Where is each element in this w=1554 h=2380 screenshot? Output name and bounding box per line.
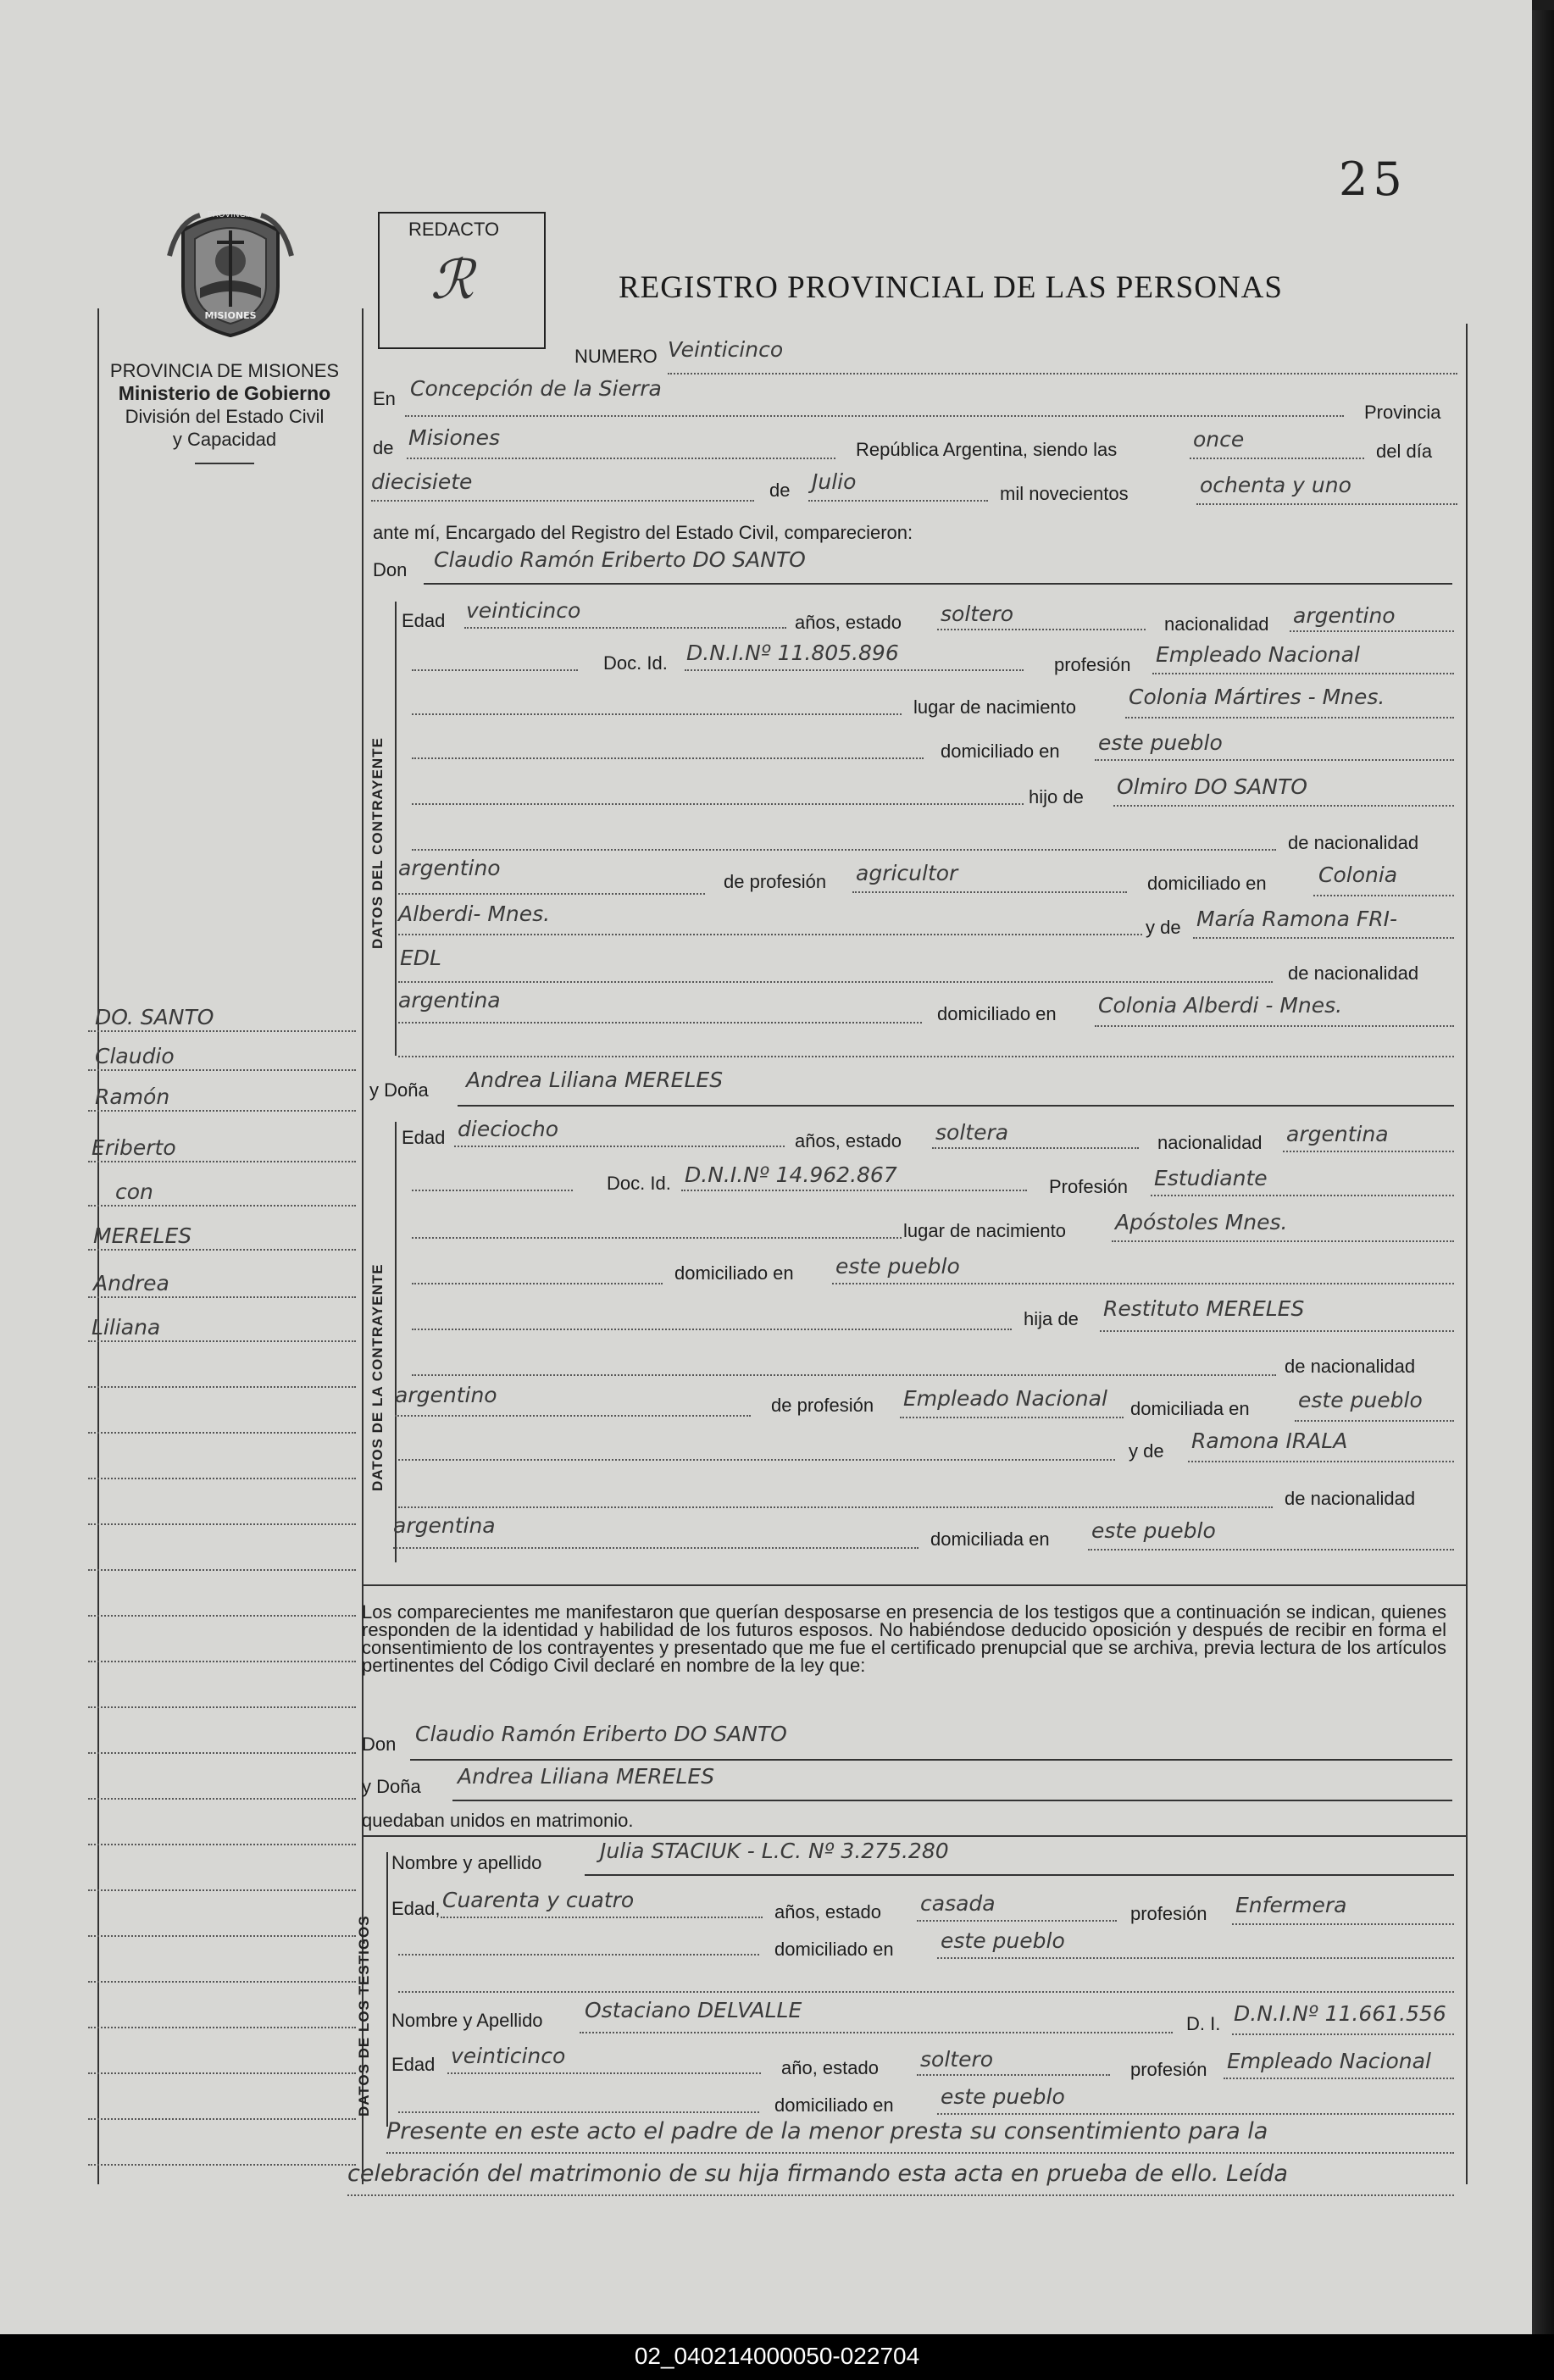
logo-text-bottom: MISIONES — [204, 310, 257, 321]
bride-profesion-label: Profesión — [1049, 1176, 1128, 1197]
province-label: PROVINCIA DE MISIONES — [109, 360, 340, 381]
groom-hijo-label: hijo de — [1029, 786, 1084, 807]
w1-nombre-label: Nombre y apellido — [391, 1852, 542, 1873]
w2-anio-estado-label: año, estado — [781, 2057, 879, 2078]
quedaban-text: quedaban unidos en matrimonio. — [362, 1810, 634, 1831]
w2-profesion-value: Empleado Nacional — [1227, 2049, 1431, 2073]
numero-value: Veinticinco — [668, 337, 784, 362]
groom-lugar-value: Colonia Mártires - Mnes. — [1129, 685, 1385, 709]
bride-domicilio-label: domiciliado en — [674, 1262, 794, 1284]
w1-estado-value: casada — [920, 1891, 996, 1916]
numero-label: NUMERO — [574, 346, 658, 367]
bride-anios-estado-label: años, estado — [795, 1130, 902, 1151]
republica-label: República Argentina, siendo las — [856, 439, 1118, 460]
w2-edad-label: Edad — [391, 2054, 436, 2075]
groom-de-nacionalidad-label: de nacionalidad — [1288, 832, 1419, 853]
del-dia-label: del día — [1376, 441, 1433, 462]
w1-domicilio-label: domiciliado en — [774, 1939, 894, 1960]
w1-edad-label: Edad, — [391, 1898, 441, 1919]
bride-doc-label: Doc. Id. — [607, 1173, 671, 1194]
margin-note-7: Andrea — [93, 1271, 169, 1295]
bride-edad-value: dieciocho — [458, 1117, 559, 1141]
bride-domicilio-value: este pueblo — [835, 1254, 960, 1279]
bride-lugar-value: Apóstoles Mnes. — [1115, 1210, 1288, 1234]
w1-profesion-label: profesión — [1130, 1903, 1207, 1924]
bride-nacionalidad-label: nacionalidad — [1157, 1132, 1263, 1153]
groom-father-domic-label: domiciliado en — [1147, 873, 1267, 894]
mes-de-label: de — [769, 480, 791, 501]
margin-note-1: DO. SANTO — [95, 1005, 214, 1029]
bride-block-line — [395, 1122, 397, 1562]
groom-father-domic-value-1: Colonia — [1318, 863, 1398, 887]
province-coat-of-arms — [166, 205, 295, 339]
division-label-1: División del Estado Civil — [125, 406, 325, 427]
bride-nacionalidad-value: argentina — [1286, 1122, 1389, 1146]
dia-value: diecisiete — [371, 469, 473, 494]
ministry-label: Ministerio de Gobierno — [118, 382, 331, 404]
de-label: de — [373, 437, 394, 458]
groom-profesion-label: profesión — [1054, 654, 1131, 675]
mil-label: mil novecientos — [1000, 483, 1129, 504]
mes-value: Julio — [812, 469, 857, 494]
w2-estado-value: soltero — [920, 2047, 994, 2072]
margin-note-3: Ramón — [95, 1085, 170, 1109]
provincia-label: Provincia — [1364, 402, 1441, 423]
w1-edad-value: Cuarenta y cuatro — [442, 1888, 635, 1912]
page-number: 25 — [1339, 153, 1407, 206]
groom-block-line — [395, 602, 397, 1056]
ministry-header — [85, 359, 364, 464]
right-border-line — [1466, 324, 1468, 2184]
w2-nombre-value: Ostaciano DELVALLE — [585, 1998, 802, 2022]
w2-domicilio-value: este pueblo — [941, 2084, 1065, 2109]
groom-de-profesion-label: de profesión — [724, 871, 827, 892]
groom-mother-value-1: María Ramona FRI- — [1196, 907, 1397, 931]
groom-nacionalidad-value: argentino — [1293, 603, 1396, 628]
bride-father-nac-value: argentino — [395, 1383, 497, 1407]
bride-edad-label: Edad — [402, 1127, 446, 1148]
groom-domicilio-label: domiciliado en — [941, 741, 1060, 762]
note-line-1: Presente en este acto el padre de la menor presta su consentimiento para la — [386, 2118, 1268, 2144]
redacto-box — [378, 212, 546, 349]
groom-mother-value-2: EDL — [400, 946, 441, 970]
redacto-mark: ℛ — [430, 249, 475, 312]
witness-section-label: DATOS DE LOS TESTIGOS — [356, 1915, 372, 2116]
w1-nombre-value: Julia STACIUK - L.C. Nº 3.275.280 — [600, 1839, 949, 1863]
margin-note-4: Eriberto — [92, 1135, 176, 1160]
groom-edad-value: veinticinco — [466, 598, 581, 623]
margin-note-6: MERELES — [93, 1223, 192, 1248]
document-title: REGISTRO PROVINCIAL DE LAS PERSONAS — [619, 270, 1283, 305]
bride-mother-nac-value: argentina — [393, 1513, 496, 1538]
w2-profesion-label: profesión — [1130, 2059, 1207, 2080]
en-label: En — [373, 388, 396, 409]
header-divider — [195, 463, 254, 464]
y-dona-label: y Doña — [369, 1079, 429, 1101]
bride-section-label: DATOS DE LA CONTRAYENTE — [369, 1263, 386, 1491]
w2-di-value: D.N.I.Nº 11.661.556 — [1234, 2001, 1446, 2026]
bride-mother-domic-value: este pueblo — [1091, 1518, 1216, 1543]
bride-mother-domic-label: domiciliada en — [930, 1528, 1050, 1550]
groom-father-domic-value-2: Alberdi- Mnes. — [398, 902, 551, 926]
w2-edad-value: veinticinco — [451, 2044, 566, 2068]
ante-mi-text: ante mí, Encargado del Registro del Estado Civil, comparecieron: — [373, 522, 913, 543]
groom-doc-label: Doc. Id. — [603, 652, 668, 674]
place-value: Concepción de la Sierra — [410, 376, 662, 401]
groom-nacionalidad-label: nacionalidad — [1164, 613, 1269, 635]
groom-father-nac-value: argentino — [398, 856, 501, 880]
bride-lugar-label: lugar de nacimiento — [903, 1220, 1067, 1241]
y-dona-value: Andrea Liliana MERELES — [466, 1068, 724, 1092]
w2-di-label: D. I. — [1186, 2013, 1221, 2034]
provincia-value: Misiones — [408, 425, 501, 450]
groom-domicilio-value: este pueblo — [1098, 730, 1223, 755]
groom-lugar-label: lugar de nacimiento — [913, 696, 1077, 718]
groom-father-prof-value: agricultor — [856, 861, 958, 885]
w1-profesion-value: Enfermera — [1235, 1893, 1347, 1917]
decl-don-value: Claudio Ramón Eriberto DO SANTO — [415, 1722, 787, 1746]
logo-text-top: PROVINCIA — [207, 210, 254, 219]
decl-dona-value: Andrea Liliana MERELES — [458, 1764, 715, 1789]
bride-de-nacionalidad-label: de nacionalidad — [1285, 1356, 1416, 1377]
book-page-edge — [1532, 10, 1554, 2334]
redacto-label: REDACTO — [408, 219, 500, 240]
groom-doc-value: D.N.I.Nº 11.805.896 — [686, 641, 899, 665]
margin-note-5: con — [115, 1179, 153, 1204]
groom-profesion-value: Empleado Nacional — [1156, 642, 1360, 667]
margin-note-8: Liliana — [92, 1315, 161, 1340]
groom-anios-estado-label: años, estado — [795, 612, 902, 633]
groom-de-nacionalidad-label-2: de nacionalidad — [1288, 963, 1419, 984]
witness-block-line — [386, 1852, 388, 2127]
image-id-label: 02_040214000050-022704 — [634, 2343, 920, 2369]
bride-father-value: Restituto MERELES — [1103, 1296, 1305, 1321]
don-value: Claudio Ramón Eriberto DO SANTO — [434, 547, 806, 572]
groom-edad-label: Edad — [402, 610, 446, 631]
bride-profesion-value: Estudiante — [1154, 1166, 1268, 1190]
groom-father-value: Olmiro DO SANTO — [1117, 774, 1307, 799]
w1-anios-estado-label: años, estado — [774, 1901, 881, 1922]
anio-value: ochenta y uno — [1200, 473, 1351, 497]
decl-dona-label: y Doña — [362, 1776, 421, 1797]
groom-y-de-label: y de — [1146, 917, 1181, 938]
w1-domicilio-value: este pueblo — [941, 1928, 1065, 1953]
groom-mother-domic-value: Colonia Alberdi - Mnes. — [1098, 993, 1343, 1018]
groom-section-label: DATOS DEL CONTRAYENTE — [369, 737, 386, 949]
groom-mother-domic-label: domiciliado en — [937, 1003, 1057, 1024]
bride-y-de-label: y de — [1129, 1440, 1164, 1462]
declaration-paragraph: Los comparecientes me manifestaron que querían desposarse en presencia de los testigos que a continuación se indican, quienes responden de la identidad y habilidad de los futuros esposos. No habiéndose deducido oposición y después de recibir en forma el consentimiento de los contrayentes y presentado que me fue el certificado prenupcial que se archiva, previa lectura de los artículos pertinentes del Código Civil declaré en nombre de la ley que: — [362, 1601, 1446, 1676]
image-id-bar — [0, 2334, 1554, 2380]
bride-hija-label: hija de — [1024, 1308, 1079, 1329]
note-line-2: celebración del matrimonio de su hija firmando esta acta en prueba de ello. Leída — [347, 2161, 1288, 2187]
groom-estado-value: soltero — [941, 602, 1014, 626]
bride-mother-value: Ramona IRALA — [1191, 1429, 1348, 1453]
bride-de-nacionalidad-label-2: de nacionalidad — [1285, 1488, 1416, 1509]
w2-domicilio-label: domiciliado en — [774, 2094, 894, 2116]
bride-father-domic-label: domiciliada en — [1130, 1398, 1250, 1419]
bride-father-prof-value: Empleado Nacional — [903, 1386, 1107, 1411]
don-label: Don — [373, 559, 408, 580]
margin-note-2: Claudio — [95, 1044, 175, 1068]
hora-value: once — [1193, 427, 1245, 452]
decl-don-label: Don — [362, 1734, 397, 1755]
division-label-2: y Capacidad — [172, 429, 277, 450]
bride-estado-value: soltera — [935, 1120, 1009, 1145]
w2-nombre-label: Nombre y Apellido — [391, 2010, 543, 2031]
bride-de-profesion-label: de profesión — [771, 1395, 874, 1416]
bride-doc-value: D.N.I.Nº 14.962.867 — [685, 1162, 897, 1187]
groom-mother-nac-value: argentina — [398, 988, 501, 1012]
margin-column-line — [362, 308, 364, 2184]
bride-father-domic-value: este pueblo — [1298, 1388, 1423, 1412]
